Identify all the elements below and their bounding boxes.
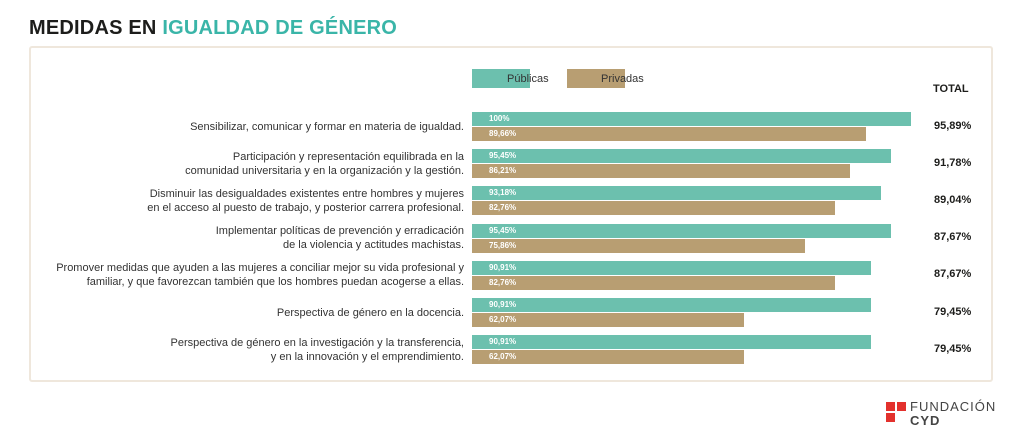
bar-value-label: 90,91% bbox=[489, 262, 517, 272]
bar-publicas bbox=[472, 261, 871, 275]
bar-privadas bbox=[472, 239, 805, 253]
legend-label-publicas: Públicas bbox=[507, 73, 549, 85]
category-label: Sensibilizar, comunicar y formar en materia de igualdad. bbox=[190, 120, 464, 133]
total-value: 87,67% bbox=[934, 268, 972, 281]
total-value: 79,45% bbox=[934, 305, 972, 318]
bar-publicas bbox=[472, 224, 891, 238]
category-label: Participación y representación equilibrada en la comunidad universitaria y en la organización y la gestión. bbox=[185, 150, 464, 177]
bar-value-label: 75,86% bbox=[489, 240, 517, 250]
bar-value-label: 82,76% bbox=[489, 203, 517, 213]
bar-publicas bbox=[472, 112, 911, 126]
category-label: Disminuir las desigualdades existentes entre hombres y mujeres en el acceso al puesto de trabajo, y posterior carrera profesional. bbox=[147, 187, 464, 214]
total-value: 79,45% bbox=[934, 342, 972, 355]
bar-value-label: 90,91% bbox=[489, 300, 517, 309]
logo-mark-icon bbox=[886, 402, 906, 422]
total-value: 89,04% bbox=[934, 193, 972, 206]
total-value: 87,67% bbox=[934, 231, 972, 244]
bar-privadas bbox=[472, 201, 835, 215]
bar-value-label: 100% bbox=[489, 114, 510, 123]
bar-publicas bbox=[472, 186, 881, 200]
category-label: Perspectiva de género en la investigación y la transferencia, y en la innovación y el emprendimiento. bbox=[170, 336, 464, 363]
category-label: Promover medidas que ayuden a las mujeres a conciliar mejor su vida profesional y familiar, y que favorezcan también que los hombres puedan acogerse a ellas. bbox=[56, 262, 464, 289]
bar-value-label: 90,91% bbox=[489, 337, 517, 347]
title-part-1: MEDIDAS EN bbox=[29, 17, 163, 39]
bar-value-label: 89,66% bbox=[489, 129, 517, 138]
title-part-2: IGUALDAD DE GÉNERO bbox=[162, 17, 398, 39]
bar-publicas bbox=[472, 335, 871, 349]
bar-value-label: 95,45% bbox=[489, 151, 517, 161]
category-label: Implementar políticas de prevención y erradicación de la violencia y actitudes machistas. bbox=[215, 225, 464, 252]
bar-value-label: 86,21% bbox=[489, 166, 517, 176]
bar-value-label: 62,07% bbox=[489, 315, 517, 324]
bar-publicas bbox=[472, 149, 891, 163]
logo-text-cyd: CYD bbox=[910, 413, 941, 428]
bar-value-label: 95,45% bbox=[489, 225, 517, 235]
total-value: 95,89% bbox=[934, 119, 972, 132]
chart-title bbox=[29, 17, 397, 40]
total-value: 91,78% bbox=[934, 156, 972, 169]
bar-privadas bbox=[472, 276, 835, 290]
total-header: TOTAL bbox=[933, 83, 969, 95]
bar-privadas bbox=[472, 127, 866, 141]
bar-value-label: 82,76% bbox=[489, 277, 517, 287]
bar-publicas bbox=[472, 298, 871, 312]
bar-privadas bbox=[472, 164, 850, 178]
logo-text-fundacion: FUNDACIÓN bbox=[910, 399, 997, 414]
bar-value-label: 62,07% bbox=[489, 352, 517, 362]
bar-value-label: 93,18% bbox=[489, 188, 517, 198]
category-label: Perspectiva de género en la docencia. bbox=[276, 306, 464, 319]
legend-label-privadas: Privadas bbox=[601, 73, 644, 85]
